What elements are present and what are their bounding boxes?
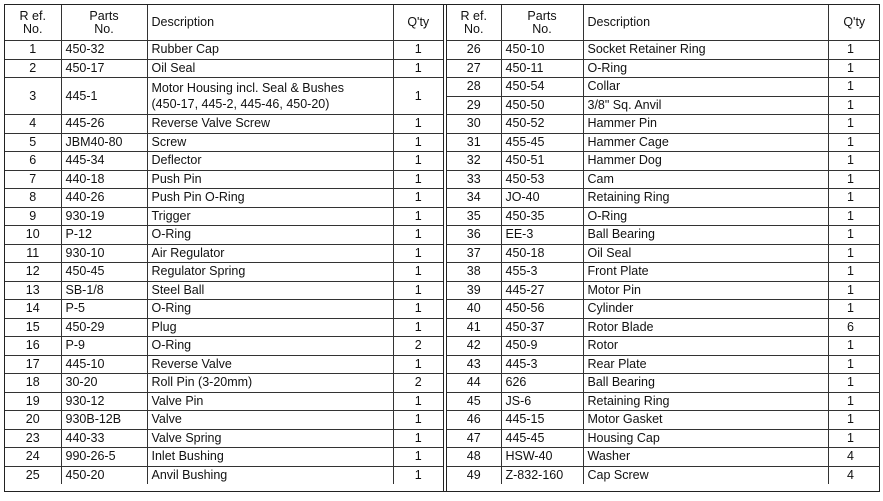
description-cell: Rotor xyxy=(583,337,828,356)
header-parts-no: Parts No. xyxy=(501,5,583,41)
ref-no-cell: 27 xyxy=(447,59,501,78)
header-ref-no: R ef. No. xyxy=(5,5,61,41)
parts-no-cell: 445-34 xyxy=(61,152,147,171)
qty-cell: 1 xyxy=(393,263,443,282)
ref-no-cell: 2 xyxy=(5,59,61,78)
ref-no-cell: 19 xyxy=(5,392,61,411)
parts-no-cell: 455-45 xyxy=(501,133,583,152)
table-row xyxy=(447,355,880,374)
qty-cell: 1 xyxy=(828,374,880,393)
parts-no-cell: 445-1 xyxy=(61,78,147,115)
parts-table-right xyxy=(447,5,880,484)
qty-cell: 1 xyxy=(828,244,880,263)
header-description: Description xyxy=(583,5,828,41)
table-row xyxy=(447,41,880,60)
description-cell: Regulator Spring xyxy=(147,263,393,282)
ref-no-cell: 25 xyxy=(5,466,61,484)
table-row xyxy=(447,207,880,226)
table-row xyxy=(447,411,880,430)
description-cell: Rotor Blade xyxy=(583,318,828,337)
qty-cell: 1 xyxy=(828,78,880,97)
table-row xyxy=(5,59,443,78)
parts-no-cell: 445-10 xyxy=(61,355,147,374)
qty-cell: 1 xyxy=(828,263,880,282)
table-row xyxy=(447,374,880,393)
description-cell: Cylinder xyxy=(583,300,828,319)
qty-cell: 1 xyxy=(828,429,880,448)
qty-cell: 1 xyxy=(828,226,880,245)
parts-no-cell: 930-10 xyxy=(61,244,147,263)
parts-no-cell: 930-12 xyxy=(61,392,147,411)
ref-no-cell: 45 xyxy=(447,392,501,411)
ref-no-cell: 13 xyxy=(5,281,61,300)
qty-cell: 2 xyxy=(393,374,443,393)
qty-cell: 1 xyxy=(828,96,880,115)
qty-cell: 1 xyxy=(393,133,443,152)
description-cell: Socket Retainer Ring xyxy=(583,41,828,60)
qty-cell: 1 xyxy=(828,115,880,134)
ref-no-cell: 11 xyxy=(5,244,61,263)
ref-no-cell: 17 xyxy=(5,355,61,374)
parts-no-cell: 455-3 xyxy=(501,263,583,282)
parts-no-cell: 930B-12B xyxy=(61,411,147,430)
table-row xyxy=(5,226,443,245)
description-cell: Oil Seal xyxy=(583,244,828,263)
description-cell: Retaining Ring xyxy=(583,392,828,411)
header-parts-no: Parts No. xyxy=(61,5,147,41)
ref-no-cell: 40 xyxy=(447,300,501,319)
header-description: Description xyxy=(147,5,393,41)
qty-cell: 1 xyxy=(393,59,443,78)
description-cell: Motor Pin xyxy=(583,281,828,300)
description-cell: Collar xyxy=(583,78,828,97)
ref-no-cell: 3 xyxy=(5,78,61,115)
description-cell: Retaining Ring xyxy=(583,189,828,208)
ref-no-cell: 10 xyxy=(5,226,61,245)
ref-no-cell: 7 xyxy=(5,170,61,189)
parts-no-cell: 450-54 xyxy=(501,78,583,97)
ref-no-cell: 32 xyxy=(447,152,501,171)
header-qty: Q'ty xyxy=(393,5,443,41)
parts-table-left-panel xyxy=(5,5,443,491)
qty-cell: 1 xyxy=(393,300,443,319)
ref-no-cell: 39 xyxy=(447,281,501,300)
ref-no-cell: 23 xyxy=(5,429,61,448)
table-header-row xyxy=(5,5,443,41)
ref-no-cell: 16 xyxy=(5,337,61,356)
ref-no-cell: 24 xyxy=(5,448,61,467)
table-row xyxy=(5,392,443,411)
parts-no-cell: 445-27 xyxy=(501,281,583,300)
ref-no-cell: 41 xyxy=(447,318,501,337)
description-cell: Trigger xyxy=(147,207,393,226)
table-row xyxy=(447,429,880,448)
table-row xyxy=(447,189,880,208)
ref-no-cell: 43 xyxy=(447,355,501,374)
description-cell: Valve Pin xyxy=(147,392,393,411)
qty-cell: 4 xyxy=(828,466,880,484)
qty-cell: 1 xyxy=(828,411,880,430)
parts-no-cell: 440-18 xyxy=(61,170,147,189)
ref-no-cell: 38 xyxy=(447,263,501,282)
qty-cell: 2 xyxy=(393,337,443,356)
qty-cell: 1 xyxy=(393,207,443,226)
description-cell: Reverse Valve Screw xyxy=(147,115,393,134)
table-row xyxy=(447,337,880,356)
ref-no-cell: 1 xyxy=(5,41,61,60)
ref-no-cell: 36 xyxy=(447,226,501,245)
parts-no-cell: 450-9 xyxy=(501,337,583,356)
parts-no-cell: 450-50 xyxy=(501,96,583,115)
parts-no-cell: P-5 xyxy=(61,300,147,319)
table-row xyxy=(5,152,443,171)
ref-no-cell: 30 xyxy=(447,115,501,134)
qty-cell: 1 xyxy=(393,78,443,115)
description-cell: Hammer Dog xyxy=(583,152,828,171)
table-row xyxy=(447,281,880,300)
qty-cell: 1 xyxy=(393,392,443,411)
table-row xyxy=(5,429,443,448)
ref-no-cell: 4 xyxy=(5,115,61,134)
description-cell: Rubber Cap xyxy=(147,41,393,60)
description-cell: Housing Cap xyxy=(583,429,828,448)
description-cell: 3/8" Sq. Anvil xyxy=(583,96,828,115)
table-row xyxy=(447,244,880,263)
qty-cell: 1 xyxy=(828,300,880,319)
description-cell: Washer xyxy=(583,448,828,467)
ref-no-cell: 35 xyxy=(447,207,501,226)
parts-table-left xyxy=(5,5,443,484)
parts-no-cell: EE-3 xyxy=(501,226,583,245)
qty-cell: 6 xyxy=(828,318,880,337)
ref-no-cell: 20 xyxy=(5,411,61,430)
table-row xyxy=(447,318,880,337)
description-cell: Valve xyxy=(147,411,393,430)
description-cell: Deflector xyxy=(147,152,393,171)
ref-no-cell: 28 xyxy=(447,78,501,97)
parts-no-cell: JO-40 xyxy=(501,189,583,208)
description-cell: Reverse Valve xyxy=(147,355,393,374)
table-row xyxy=(5,78,443,115)
description-cell: Motor Gasket xyxy=(583,411,828,430)
ref-no-cell: 44 xyxy=(447,374,501,393)
ref-no-cell: 37 xyxy=(447,244,501,263)
qty-cell: 1 xyxy=(393,152,443,171)
parts-no-cell: 445-26 xyxy=(61,115,147,134)
table-row xyxy=(5,244,443,263)
table-row xyxy=(5,411,443,430)
description-cell: O-Ring xyxy=(583,207,828,226)
description-cell: Cap Screw xyxy=(583,466,828,484)
parts-no-cell: 450-37 xyxy=(501,318,583,337)
qty-cell: 1 xyxy=(828,59,880,78)
description-cell: Valve Spring xyxy=(147,429,393,448)
ref-no-cell: 15 xyxy=(5,318,61,337)
parts-no-cell: 440-26 xyxy=(61,189,147,208)
qty-cell: 1 xyxy=(393,318,443,337)
description-cell: Motor Housing incl. Seal & Bushes (450-17, 445-2, 445-46, 450-20) xyxy=(147,78,393,115)
description-cell: Hammer Cage xyxy=(583,133,828,152)
parts-no-cell: 450-52 xyxy=(501,115,583,134)
description-cell: Cam xyxy=(583,170,828,189)
description-cell: Air Regulator xyxy=(147,244,393,263)
table-row xyxy=(447,133,880,152)
ref-no-cell: 18 xyxy=(5,374,61,393)
description-cell: O-Ring xyxy=(583,59,828,78)
ref-no-cell: 49 xyxy=(447,466,501,484)
table-row xyxy=(447,300,880,319)
description-cell: Oil Seal xyxy=(147,59,393,78)
parts-no-cell: 450-20 xyxy=(61,466,147,484)
qty-cell: 1 xyxy=(828,41,880,60)
parts-list-document xyxy=(4,4,880,492)
table-row xyxy=(5,263,443,282)
parts-no-cell: 450-32 xyxy=(61,41,147,60)
qty-cell: 1 xyxy=(393,355,443,374)
qty-cell: 1 xyxy=(393,189,443,208)
qty-cell: 1 xyxy=(828,281,880,300)
ref-no-cell: 48 xyxy=(447,448,501,467)
description-cell: Steel Ball xyxy=(147,281,393,300)
description-cell: Inlet Bushing xyxy=(147,448,393,467)
description-cell: Roll Pin (3-20mm) xyxy=(147,374,393,393)
table-row xyxy=(5,133,443,152)
parts-no-cell: 450-53 xyxy=(501,170,583,189)
table-row xyxy=(5,170,443,189)
parts-no-cell: HSW-40 xyxy=(501,448,583,467)
header-ref-no: R ef. No. xyxy=(447,5,501,41)
table-row xyxy=(447,96,880,115)
parts-no-cell: 440-33 xyxy=(61,429,147,448)
qty-cell: 1 xyxy=(828,133,880,152)
qty-cell: 1 xyxy=(828,392,880,411)
description-cell: O-Ring xyxy=(147,226,393,245)
qty-cell: 1 xyxy=(828,355,880,374)
ref-no-cell: 9 xyxy=(5,207,61,226)
parts-no-cell: 450-51 xyxy=(501,152,583,171)
parts-no-cell: Z-832-160 xyxy=(501,466,583,484)
ref-no-cell: 12 xyxy=(5,263,61,282)
table-row xyxy=(447,448,880,467)
table-row xyxy=(5,466,443,484)
parts-table-right-panel xyxy=(446,5,880,491)
ref-no-cell: 6 xyxy=(5,152,61,171)
parts-no-cell: 450-17 xyxy=(61,59,147,78)
description-cell: O-Ring xyxy=(147,300,393,319)
parts-no-cell: P-9 xyxy=(61,337,147,356)
table-row xyxy=(5,355,443,374)
qty-cell: 1 xyxy=(393,466,443,484)
qty-cell: 1 xyxy=(828,189,880,208)
qty-cell: 1 xyxy=(393,429,443,448)
table-row xyxy=(5,207,443,226)
header-qty: Q'ty xyxy=(828,5,880,41)
parts-no-cell: 450-18 xyxy=(501,244,583,263)
qty-cell: 1 xyxy=(828,170,880,189)
parts-no-cell: JBM40-80 xyxy=(61,133,147,152)
parts-no-cell: 450-10 xyxy=(501,41,583,60)
table-row xyxy=(5,41,443,60)
ref-no-cell: 14 xyxy=(5,300,61,319)
ref-no-cell: 33 xyxy=(447,170,501,189)
description-cell: Push Pin xyxy=(147,170,393,189)
description-cell: Ball Bearing xyxy=(583,226,828,245)
ref-no-cell: 29 xyxy=(447,96,501,115)
qty-cell: 1 xyxy=(393,170,443,189)
description-cell: Anvil Bushing xyxy=(147,466,393,484)
qty-cell: 1 xyxy=(828,207,880,226)
table-row xyxy=(447,78,880,97)
description-cell: Ball Bearing xyxy=(583,374,828,393)
qty-cell: 1 xyxy=(393,281,443,300)
ref-no-cell: 31 xyxy=(447,133,501,152)
parts-no-cell: 450-35 xyxy=(501,207,583,226)
parts-no-cell: P-12 xyxy=(61,226,147,245)
table-row xyxy=(5,115,443,134)
parts-no-cell: SB-1/8 xyxy=(61,281,147,300)
table-row xyxy=(447,392,880,411)
description-cell: Plug xyxy=(147,318,393,337)
qty-cell: 1 xyxy=(393,226,443,245)
qty-cell: 1 xyxy=(393,115,443,134)
qty-cell: 1 xyxy=(393,244,443,263)
table-row xyxy=(447,115,880,134)
table-row xyxy=(5,318,443,337)
qty-cell: 1 xyxy=(393,41,443,60)
table-row xyxy=(5,448,443,467)
table-row xyxy=(447,170,880,189)
table-row xyxy=(447,263,880,282)
ref-no-cell: 47 xyxy=(447,429,501,448)
table-row xyxy=(447,466,880,484)
parts-no-cell: 626 xyxy=(501,374,583,393)
description-cell: Front Plate xyxy=(583,263,828,282)
table-row xyxy=(5,337,443,356)
table-header-row xyxy=(447,5,880,41)
ref-no-cell: 46 xyxy=(447,411,501,430)
parts-no-cell: 450-11 xyxy=(501,59,583,78)
parts-no-cell: 450-45 xyxy=(61,263,147,282)
ref-no-cell: 42 xyxy=(447,337,501,356)
description-cell: Screw xyxy=(147,133,393,152)
parts-no-cell: 990-26-5 xyxy=(61,448,147,467)
table-row xyxy=(447,152,880,171)
qty-cell: 4 xyxy=(828,448,880,467)
parts-no-cell: 930-19 xyxy=(61,207,147,226)
parts-no-cell: 445-15 xyxy=(501,411,583,430)
parts-no-cell: 445-3 xyxy=(501,355,583,374)
parts-no-cell: 450-29 xyxy=(61,318,147,337)
qty-cell: 1 xyxy=(828,152,880,171)
ref-no-cell: 34 xyxy=(447,189,501,208)
parts-no-cell: JS-6 xyxy=(501,392,583,411)
parts-no-cell: 450-56 xyxy=(501,300,583,319)
table-row xyxy=(5,374,443,393)
table-row xyxy=(5,281,443,300)
qty-cell: 1 xyxy=(393,411,443,430)
parts-no-cell: 30-20 xyxy=(61,374,147,393)
ref-no-cell: 5 xyxy=(5,133,61,152)
qty-cell: 1 xyxy=(828,337,880,356)
ref-no-cell: 26 xyxy=(447,41,501,60)
description-cell: Rear Plate xyxy=(583,355,828,374)
qty-cell: 1 xyxy=(393,448,443,467)
table-row xyxy=(5,300,443,319)
table-row xyxy=(5,189,443,208)
ref-no-cell: 8 xyxy=(5,189,61,208)
parts-no-cell: 445-45 xyxy=(501,429,583,448)
table-row xyxy=(447,59,880,78)
table-row xyxy=(447,226,880,245)
description-cell: Hammer Pin xyxy=(583,115,828,134)
description-cell: O-Ring xyxy=(147,337,393,356)
description-cell: Push Pin O-Ring xyxy=(147,189,393,208)
